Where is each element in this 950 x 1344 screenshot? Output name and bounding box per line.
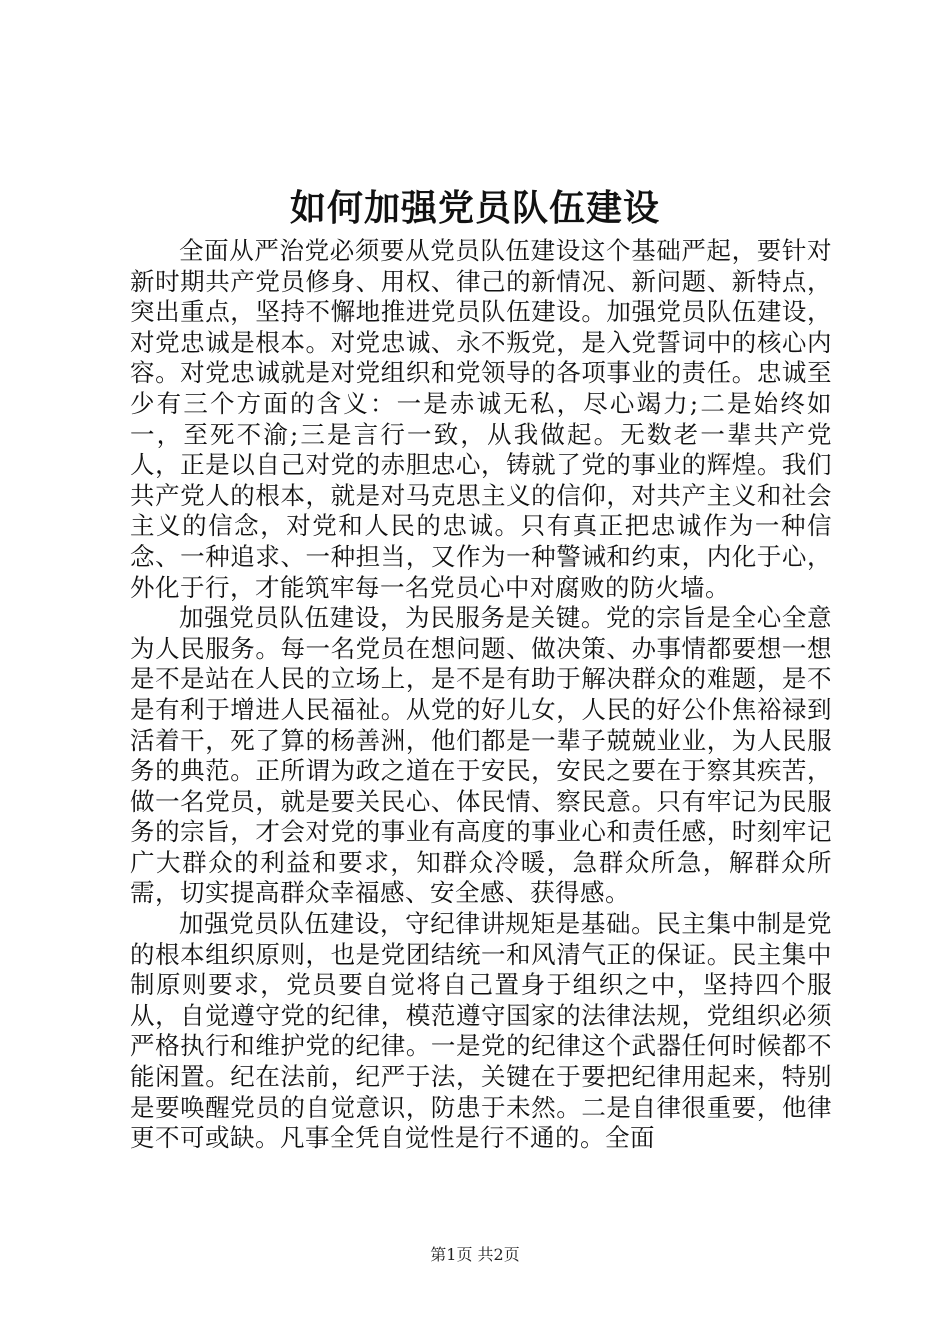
paragraph: 加强党员队伍建设，为民服务是关键。党的宗旨是全心全意为人民服务。每一名党员在想问题、做决策、办事情都要想一想是不是站在人民的立场上，是不是有助于解决群众的难题，是不是有利于增进人民福祉。从党的好儿女，人民的好公仆焦裕禄到活着干，死了算的杨善洲，他们都是一辈子兢兢业业，为人民服务的典范。正所谓为政之道在于安民，安民之要在于察其疾苦，做一名党员，就是要关民心、体民情、察民意。只有牢记为民服务的宗旨，才会对党的事业有高度的事业心和责任感，时刻牢记广大群众的利益和要求，知群众冷暖，急群众所急，解群众所需，切实提高群众幸福感、安全感、获得感。 xyxy=(130,603,832,908)
paragraph: 加强党员队伍建设，守纪律讲规矩是基础。民主集中制是党的根本组织原则，也是党团结统一和风清气正的保证。民主集中制原则要求，党员要自觉将自己置身于组织之中，坚持四个服从，自觉遵守党的纪律，模范遵守国家的法律法规，党组织必须严格执行和维护党的纪律。一是党的纪律这个武器任何时候都不能闲置。纪在法前，纪严于法，关键在于要把纪律用起来，特别是要唤醒党员的自觉意识，防患于未然。二是自律很重要，他律更不可或缺。凡事全凭自觉性是行不通的。全面 xyxy=(130,909,832,1153)
paragraph: 全面从严治党必须要从党员队伍建设这个基础严起，要针对新时期共产党员修身、用权、律己的新情况、新问题、新特点，突出重点，坚持不懈地推进党员队伍建设。加强党员队伍建设，对党忠诚是根本。对党忠诚、永不叛党，是入党誓词中的核心内容。对党忠诚就是对党组织和党领导的各项事业的责任。忠诚至少有三个方面的含义：一是赤诚无私，尽心竭力;二是始终如一，至死不渝;三是言行一致，从我做起。无数老一辈共产党人，正是以自己对党的赤胆忠心，铸就了党的事业的辉煌。我们共产党人的根本，就是对马克思主义的信仰，对共产主义和社会主义的信念，对党和人民的忠诚。只有真正把忠诚作为一种信念、一种追求、一种担当，又作为一种警诫和约束，内化于心，外化于行，才能筑牢每一名党员心中对腐败的防火墙。 xyxy=(130,236,832,602)
document-title: 如何加强党员队伍建设 xyxy=(289,187,660,229)
page-number-footer: 第1页 共2页 xyxy=(430,1245,520,1264)
document-body xyxy=(130,236,832,1154)
